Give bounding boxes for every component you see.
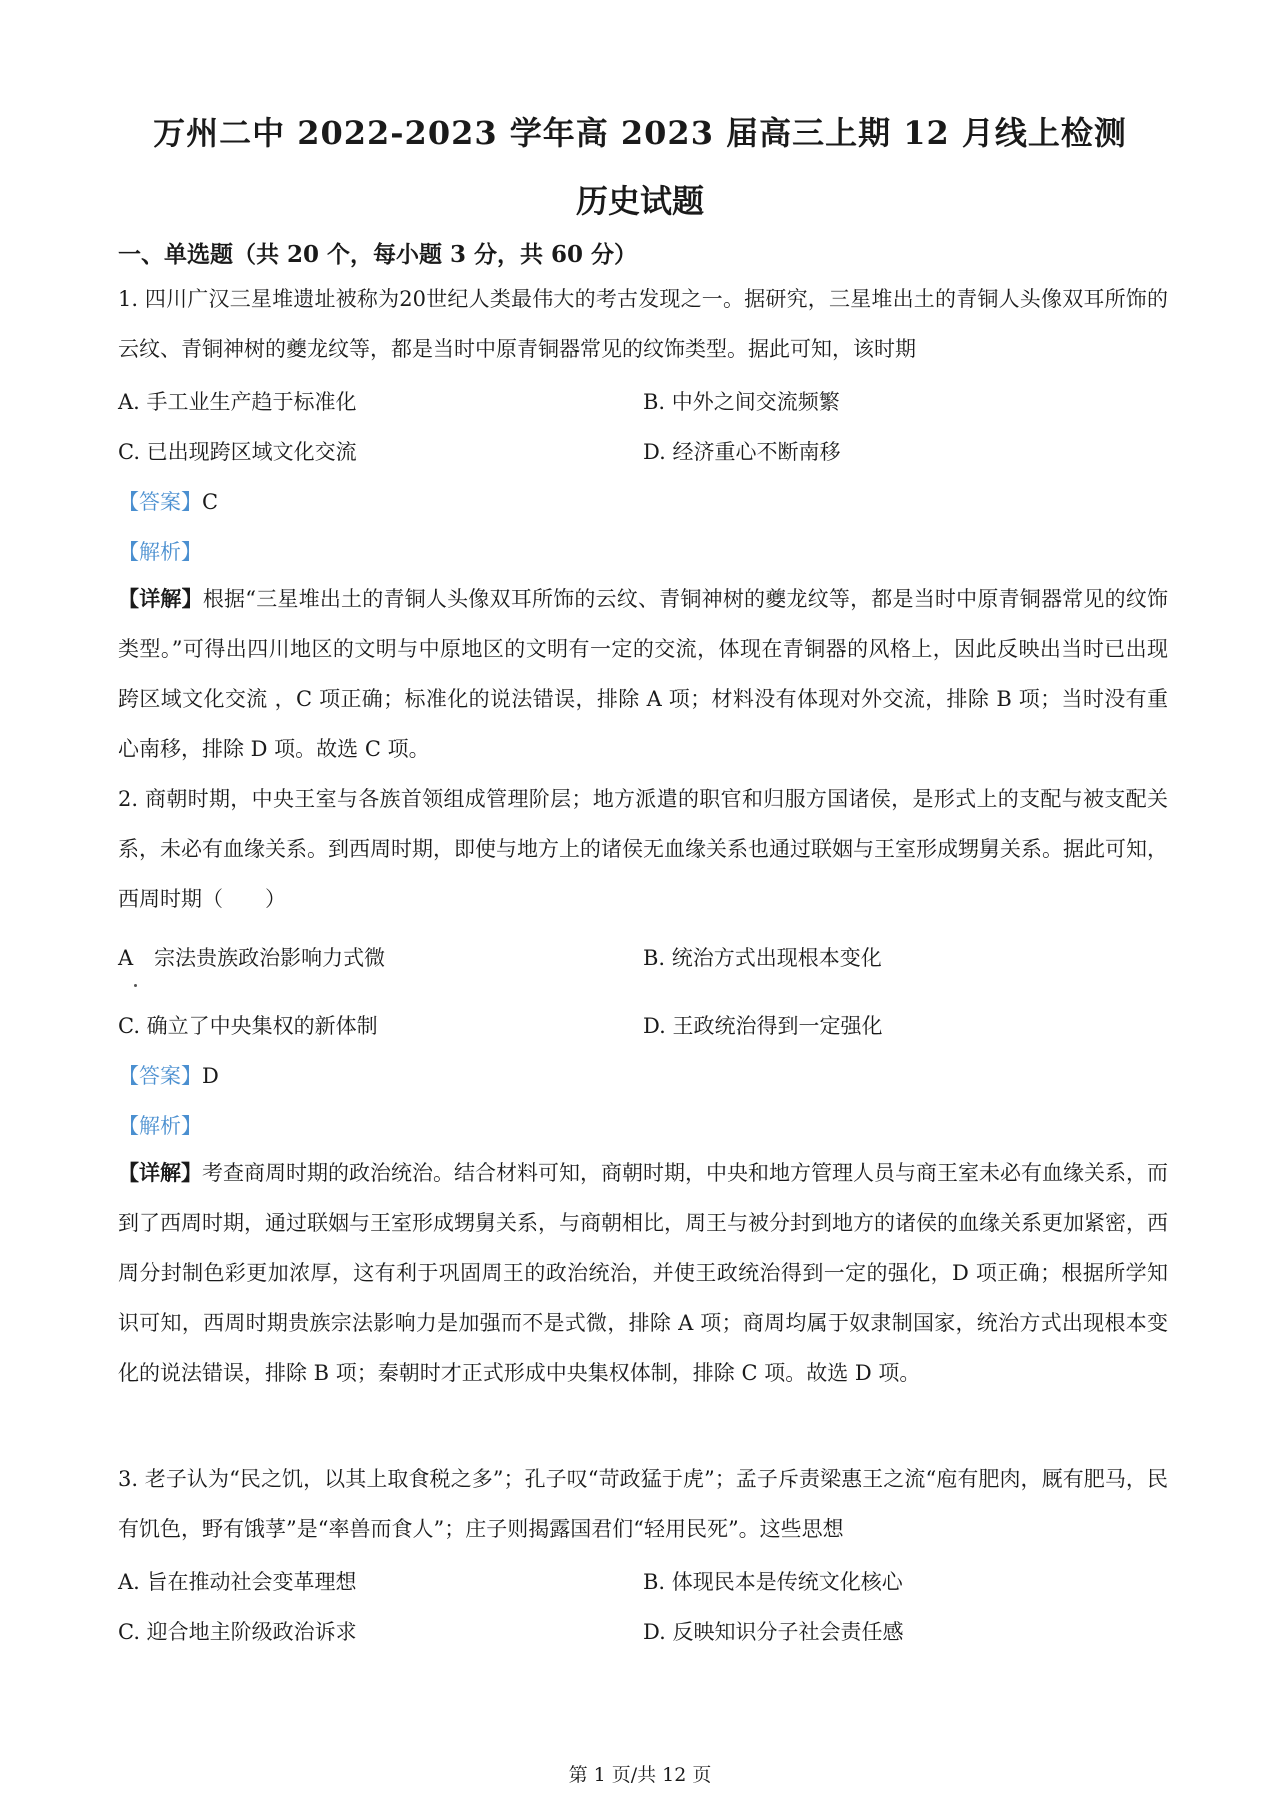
- q2-detail: [118, 1148, 1168, 1398]
- q1-detail: [118, 574, 1168, 774]
- analysis-label: 【解析】: [118, 1114, 202, 1138]
- scan-dot: [134, 984, 137, 987]
- q1-option-d: D. 经济重心不断南移: [643, 440, 841, 464]
- page-number: 第 1 页/共 12 页: [568, 1764, 712, 1786]
- detail-label: 【详解】: [118, 586, 203, 611]
- analysis-label: 【解析】: [118, 540, 202, 564]
- q3-option-a: A. 旨在推动社会变革理想: [118, 1570, 357, 1594]
- q2-option-d: D. 王政统治得到一定强化: [643, 1014, 883, 1038]
- q2-option-a: A 宗法贵族政治影响力式微: [118, 946, 386, 970]
- q3-option-c: C. 迎合地主阶级政治诉求: [118, 1620, 357, 1644]
- q2-answer: [118, 1060, 219, 1090]
- q3-option-d: D. 反映知识分子社会责任感: [643, 1620, 904, 1644]
- exam-subtitle: 历史试题: [575, 182, 704, 220]
- section-heading: 一、单选题（共 20 个，每小题 3 分，共 60 分）: [118, 241, 638, 268]
- q2-answer-value: D: [202, 1064, 219, 1088]
- q3-option-b: B. 体现民本是传统文化核心: [643, 1570, 903, 1594]
- q2-detail-text: 考查商周时期的政治统治。结合材料可知，商朝时期，中央和地方管理人员与商王室未必有血缘关系，而到了西周时期，通过联姻与王室形成甥舅关系，与商朝相比，周王与被分封到地方的诸侯的血缘关系更加紧密，西周分封制色彩更加浓厚，这有利于巩固周王的政治统治，并使王政统治得到一定的强化，D 项正确；根据所学知识可知，西周时期贵族宗法影响力是加强而不是式微，排除 A 项；商周均属于奴隶制国家，统治方式出现根本变化的说法错误，排除 B 项；秦朝时才正式形成中央集权体制，排除 C 项。故选 D 项。: [118, 1161, 1168, 1385]
- q1-answer-value: C: [202, 490, 219, 514]
- q1-analysis: [118, 536, 202, 566]
- exam-title: 万州二中 2022-2023 学年高 2023 届高三上期 12 月线上检测: [153, 114, 1127, 152]
- q1-answer: [118, 486, 218, 516]
- q2-analysis: [118, 1110, 202, 1140]
- question-3-stem: 3. 老子认为“民之饥，以其上取食税之多”；孔子叹“苛政猛于虎”；孟子斥责梁惠王之流“庖有肥肉，厩有肥马，民有饥色，野有饿莩”是“率兽而食人”；庄子则揭露国君们“轻用民死”。这些思想: [118, 1467, 1168, 1541]
- q1-option-b: B. 中外之间交流频繁: [643, 390, 840, 414]
- q2-option-c: C. 确立了中央集权的新体制: [118, 1014, 378, 1038]
- question-1-stem: 1. 四川广汉三星堆遗址被称为20世纪人类最伟大的考古发现之一。据研究，三星堆出土的青铜人头像双耳所饰的云纹、青铜神树的夔龙纹等，都是当时中原青铜器常见的纹饰类型。据此可知，该时期: [118, 287, 1168, 361]
- q2-option-b: B. 统治方式出现根本变化: [643, 946, 882, 970]
- q1-detail-text: 根据“三星堆出土的青铜人头像双耳所饰的云纹、青铜神树的夔龙纹等，都是当时中原青铜器常见的纹饰类型。”可得出四川地区的文明与中原地区的文明有一定的交流，体现在青铜器的风格上，因此反映出当时已出现跨区域文化交流 ，C 项正确；标准化的说法错误，排除 A 项；材料没有体现对外交流，排除 B 项；当时没有重心南移，排除 D 项。故选 C 项。: [118, 587, 1169, 761]
- q1-option-c: C. 已出现跨区域文化交流: [118, 440, 357, 464]
- answer-label: 【答案】: [118, 490, 202, 514]
- q1-option-a: A. 手工业生产趋于标准化: [118, 390, 357, 414]
- question-2-stem: 2. 商朝时期，中央王室与各族首领组成管理阶层；地方派遣的职官和归服方国诸侯，是形式上的支配与被支配关系，未必有血缘关系。到西周时期，即使与地方上的诸侯无血缘关系也通过联姻与王室形成甥舅关系。据此可知，西周时期（ ）: [118, 787, 1168, 911]
- answer-label: 【答案】: [118, 1064, 202, 1088]
- detail-label: 【详解】: [118, 1160, 202, 1185]
